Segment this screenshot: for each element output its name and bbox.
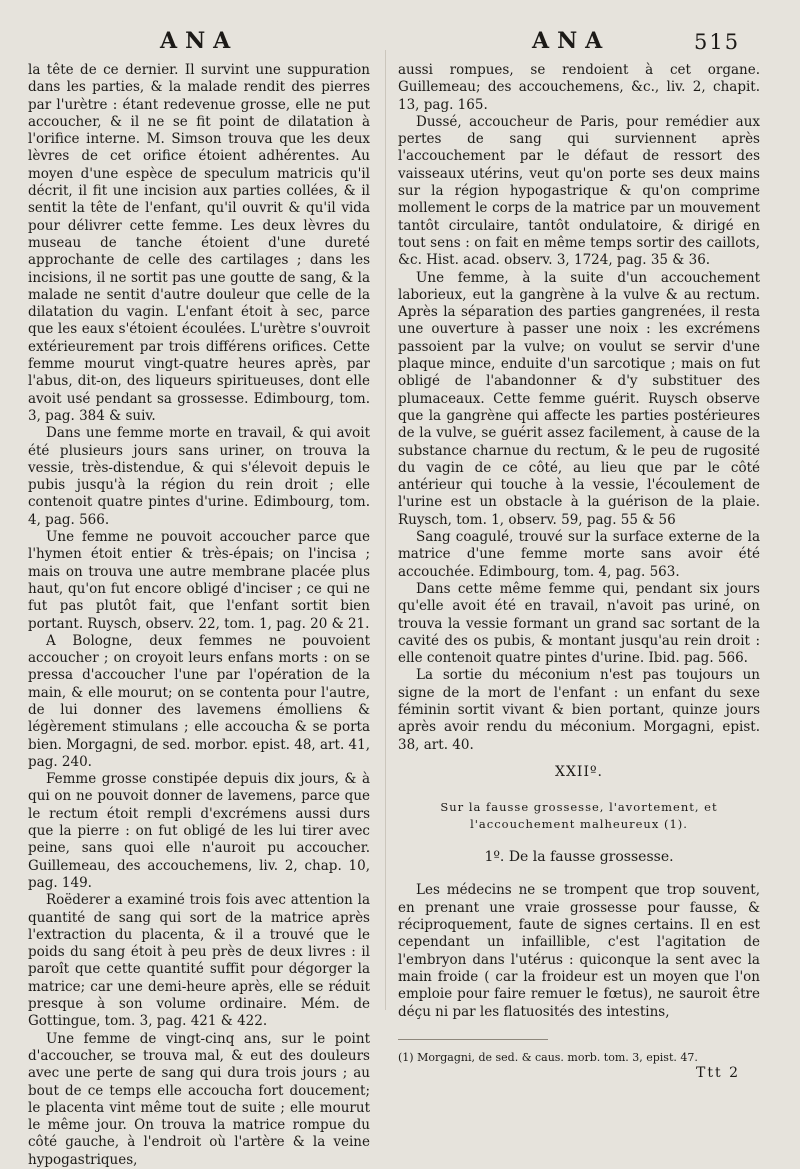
paragraph: Dans cette même femme qui, pendant six jours qu'elle avoit été en travail, n'avoit pas uriné, on trouva la vessie formant un grand sac sortant de la cavité des os pubis, & montant jusqu'au rein droit : elle contenoit quatre pintes d'urine. Ibid. pag. 566. [398,580,760,667]
paragraph: Une femme, à la suite d'un accouchement laborieux, eut la gangrène à la vulve & au rectum. Après la séparation des parties gangrenées, il resta une ouverture à passer une noix : les excrémens passoient par la vulve; on voulut se servir d'une plaque mince, enduite d'un sarcotique ; mais on fut obligé de l'abandonner & d'y substituer des plumaceaux. Cette femme guérit. Ruysch observe que la gangrène qui affecte les parties postérieures de la vulve, se guérit assez facilement, à cause de la substance charnue du rectum, & le peu de rugosité du vagin de ce côté, au lieu que par le côté antérieur qui touche à la vessie, l'écoulement de l'urine est un obstacle à la guérison de la plaie. Ruysch, tom. 1, observ. 59, pag. 55 & 56 [398,269,760,528]
paragraph: Femme grosse constipée depuis dix jours, & à qui on ne pouvoit donner de lavemens, parce que le rectum étoit rempli d'excrémens aussi durs que la pierre : on fut obligé de les lui tirer avec peine, sans quoi elle n'auroit pu accoucher. Guillemeau, des accouchemens, liv. 2, chap. 10, pag. 149. [28,771,370,891]
column-divider [385,50,386,1010]
section-number: XXIIº. [554,763,604,780]
right-column [398,62,760,1082]
paragraph: Sang coagulé, trouvé sur la surface externe de la matrice d'une femme morte sans avoir été accouchée. Edimbourg, tom. 4, pag. 563. [398,529,760,580]
running-head-left: ANA [160,28,239,54]
footnote: (1) Morgagni, de sed. & caus. morb. tom. 3, epist. 47. [398,1050,698,1064]
footnote-rule [398,1039,548,1040]
paragraph: Dans une femme morte en travail, & qui avoit été plusieurs jours sans uriner, on trouva la vessie, très-distendue, & qui s'élevoit depuis le pubis jusqu'à la région du rein droit ; elle contenoit quatre pintes d'urine. Edimbourg, tom. 4, pag. 566. [28,425,370,528]
paragraph: La sortie du méconium n'est pas toujours un signe de la mort de l'enfant : un enfant du sexe féminin sortit vivant & bien portant, quinze jours après avoir rendu du méconium. Morgagni, epist. 38, art. 40. [398,667,760,753]
page-number: 515 [694,30,741,54]
paragraph: Les médecins ne se trompent que trop souvent, en prenant une vraie grossesse pour fausse, & réciproquement, faute de signes certains. Il en est cependant un infaillible, c'est l'agitation de l'embryon dans l'utérus : quiconque la sent avec la main froide ( car la froideur est un moyen que l'on emploie pour faire remuer le fœtus), ne sauroit être déçu ni par les flatuosités des intestins, [398,882,760,1020]
paragraph: Une femme de vingt-cinq ans, sur le point d'accoucher, se trouva mal, & eut des douleurs avec une perte de sang qui dura trois jours ; au bout de ce temps elle accoucha fort doucement; le placenta vint même tout de suite ; elle mourut le même jour. On trouva la matrice rompue du côté gauche, à l'endroit où l'artère & la veine hypogastriques, [28,1030,370,1168]
paragraph: Dussé, accoucheur de Paris, pour remédier aux pertes de sang qui surviennent après l'accouchement par le défaut de ressort des vaisseaux utérins, veut qu'on porte ses deux mains sur la région hypogastrique & qu'on comprime mollement le corps de la matrice par un mouvement tantôt circulaire, tantôt ondulatoire, & dirigé en tout sens : on fait en même temps sortir des caillots, &c. Hist. acad. observ. 3, 1724, pag. 35 & 36. [398,113,760,269]
paragraph: aussi rompues, se rendoient à cet organe. Guillemeau; des accouchemens, &c., liv. 2, chapit. 13, pag. 165. [398,62,760,113]
paragraph: Une femme ne pouvoit accoucher parce que l'hymen étoit entier & très-épais; on l'incisa ; mais on trouva une autre membrane placée plus haut, qu'on fut encore obligé d'inciser ; ce qui ne fut pas plutôt fait, que l'enfant sortit bien portant. Ruysch, observ. 22, tom. 1, pag. 20 & 21. [28,529,370,632]
paragraph: A Bologne, deux femmes ne pouvoient accoucher ; on croyoit leurs enfans morts : on se pressa d'accoucher l'une par l'opération de la main, & elle mourut; on se contenta pour l'autre, de lui donner des lavemens émolliens & légèrement stimulans ; elle accoucha & se porta bien. Morgagni, de sed. morbor. epist. 48, art. 41, pag. 240. [28,632,370,770]
running-head-right: ANA [532,28,611,54]
signature-mark: Ttt 2 [696,1064,740,1081]
section-title: Sur la fausse grossesse, l'avortement, et l'accouchement malheureux (1). [440,800,718,832]
subsection-title: 1º. De la fausse grossesse. [484,849,674,866]
paragraph: Roëderer a examiné trois fois avec attention la quantité de sang qui sort de la matrice après l'extraction du placenta, & il a trouvé que le poids du sang étoit à peu près de deux livres : il paroît que cette quantité suffit pour dégorger la matrice; car une demi-heure après, elle se réduit presque à son volume ordinaire. Mém. de Gottingue, tom. 3, pag. 421 & 422. [28,892,370,1030]
left-column [28,62,370,1169]
paragraph: la tête de ce dernier. Il survint une suppuration dans les parties, & la malade rendit des pierres par l'urètre : étant redevenue grosse, elle ne put accoucher, & il ne se fit point de dilatation à l'orifice interne. M. Simson trouva que les deux lèvres de cet orifice étoient adhérentes. Au moyen d'une espèce de speculum matricis qu'il décrit, il fit une incision aux parties collées, & il sentit la tête de l'enfant, qu'il ouvrit & qu'il vida pour délivrer cette femme. Les deux lèvres du museau de tanche étoient d'une dureté approchante de celle des cartilages ; dans les incisions, il ne sortit pas une goutte de sang, & la malade ne sentit d'autre douleur que celle de la dilatation du vagin. L'enfant étoit à sec, parce que les eaux s'étoient écoulées. L'urètre s'ouvroit extérieurement par trois différens orifices. Cette femme mourut vingt-quatre heures après, par l'abus, dit-on, des liqueurs spiritueuses, dont elle avoit usé pendant sa grossesse. Edimbourg, tom. 3, pag. 384 & suiv. [28,62,370,424]
